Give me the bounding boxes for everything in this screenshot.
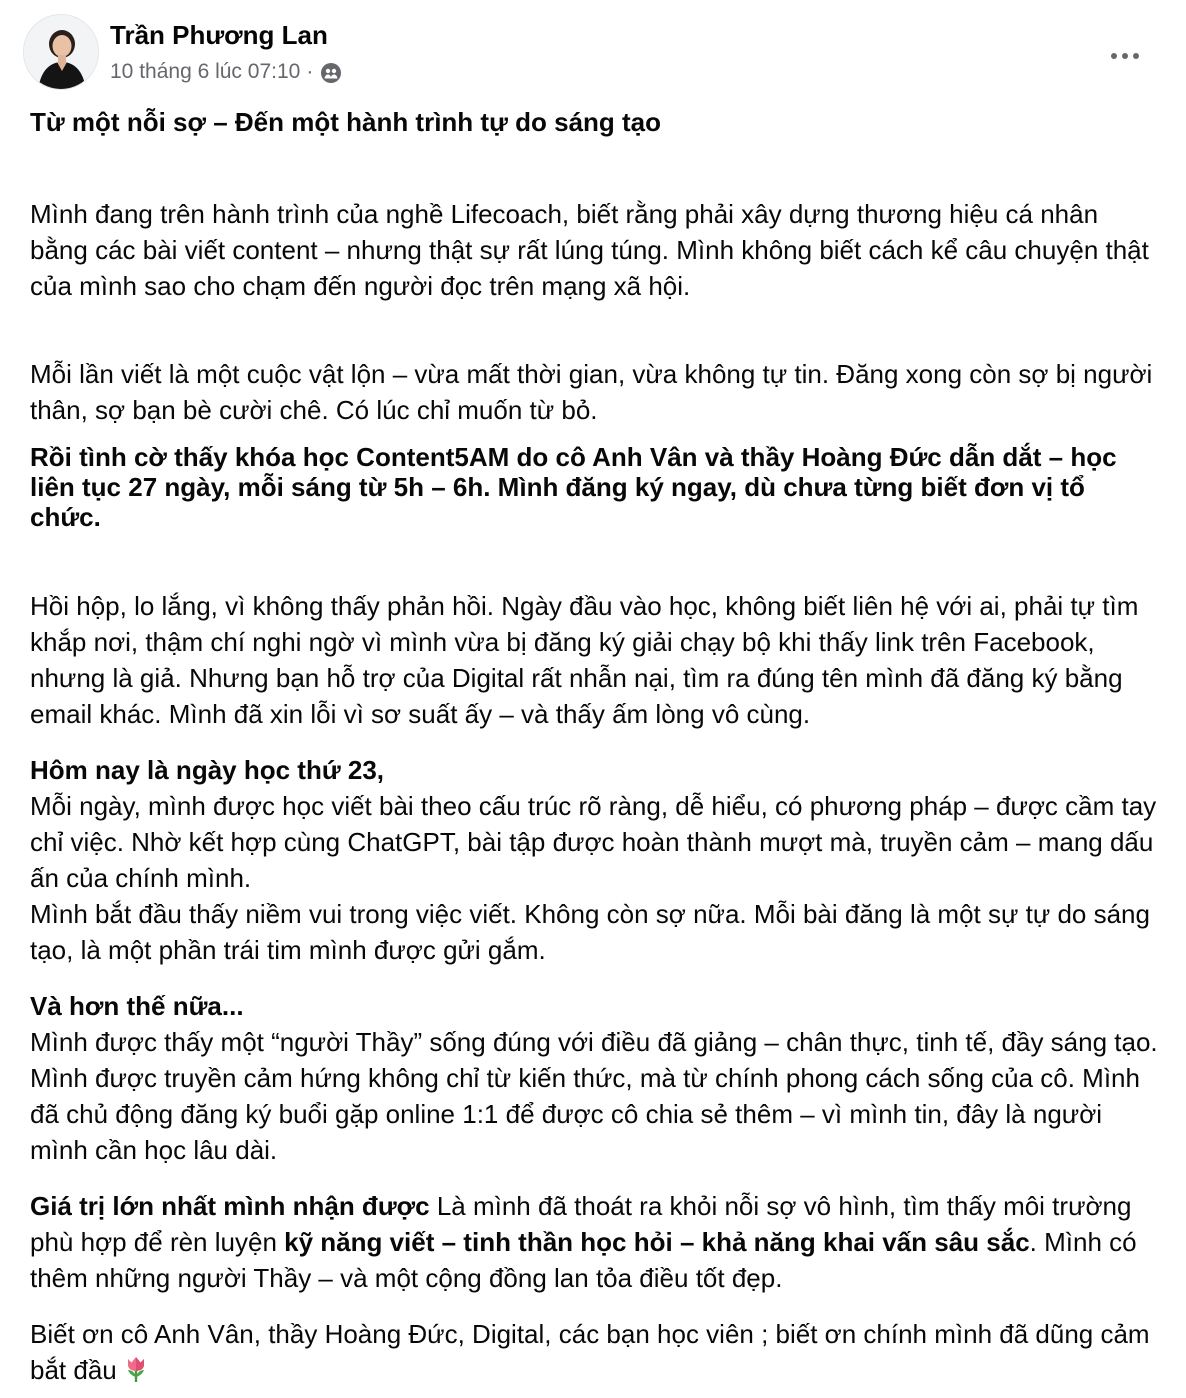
profile-photo <box>24 15 99 90</box>
post-meta <box>110 60 342 84</box>
post-content <box>30 102 1160 1388</box>
paragraph-2: Mỗi lần viết là một cuộc vật lộn – vừa mất thời gian, vừa không tự tin. Đăng xong còn sợ bị người thân, sợ bạn bè cười chê. Có lúc chỉ muốn từ bỏ. <box>30 359 1153 425</box>
more-options-button[interactable] <box>1105 36 1145 76</box>
paragraph-7 <box>30 1188 1160 1296</box>
paragraph-5-line-1: Mỗi ngày, mình được học viết bài theo cấu trúc rõ ràng, dễ hiểu, có phương pháp – được cầm tay chỉ việc. Nhờ kết hợp cùng ChatGPT, bài tập được hoàn thành mượt mà, truyền cảm – mang dấu ấn của chính mình. <box>30 791 1157 893</box>
paragraph-8 <box>30 1316 1160 1388</box>
more-horizontal-icon <box>1122 53 1128 59</box>
paragraph-7-bold-2: kỹ năng viết – tinh thần học hỏi – khả năng khai vấn sâu sắc <box>284 1227 1030 1257</box>
meta-separator: · <box>306 60 314 83</box>
avatar[interactable] <box>23 14 99 90</box>
paragraph-8-text: Biết ơn cô Anh Vân, thầy Hoàng Đức, Digital, các bạn học viên ; biết ơn chính mình đã dũng cảm bắt đầu <box>30 1319 1150 1385</box>
paragraph-7-text-1: Là mình đã thoát ra khỏi nỗi sợ vô hình, tìm thấy môi trường phù hợp để rèn luyện <box>30 1191 1132 1257</box>
paragraph-1: Mình đang trên hành trình của nghề Lifecoach, biết rằng phải xây dựng thương hiệu cá nhân bằng các bài viết content – nhưng thật sự rất lúng túng. Mình không biết cách kể câu chuyện thật của mình sao cho chạm đến người đọc trên mạng xã hội. <box>30 199 1149 301</box>
author-name[interactable]: Trần Phương Lan <box>110 20 328 50</box>
more-horizontal-icon <box>1133 53 1139 59</box>
paragraph-5-line-2: Mình bắt đầu thấy niềm vui trong việc viết. Không còn sợ nữa. Mỗi bài đăng là một sự tự do sáng tạo, là một phần trái tim mình được gửi gắm. <box>30 899 1150 965</box>
paragraph-6-text: Mình được thấy một “người Thầy” sống đúng với điều đã giảng – chân thực, tinh tế, đầy sáng tạo. Mình được truyền cảm hứng không chỉ từ kiến thức, mà từ chính phong cách sống của cô. Mình đã chủ động đăng ký buổi gặp online 1:1 để được cô chia sẻ thêm – vì mình tin, đây là người mình cần học lâu dài. <box>30 1027 1158 1165</box>
more-horizontal-icon <box>1111 53 1117 59</box>
paragraph-7-text-2: . Mình có thêm những người Thầy – và một cộng đồng lan tỏa điều tốt đẹp. <box>30 1227 1137 1293</box>
tulip-icon <box>123 1355 149 1383</box>
paragraph-3: Rồi tình cờ thấy khóa học Content5AM do cô Anh Vân và thầy Hoàng Đức dẫn dắt – học liên tục 27 ngày, mỗi sáng từ 5h – 6h. Mình đăng ký ngay, dù chưa từng biết đơn vị tổ chức. <box>30 442 1117 532</box>
post-timestamp[interactable]: 10 tháng 6 lúc 07:10 <box>110 60 301 83</box>
paragraph-5-heading: Hôm nay là ngày học thứ 23, <box>30 755 385 785</box>
post-header <box>23 14 1163 94</box>
friends-icon[interactable] <box>320 62 342 84</box>
paragraph-6-heading: Và hơn thế nữa... <box>30 991 244 1021</box>
paragraph-7-bold-1: Giá trị lớn nhất mình nhận được <box>30 1191 430 1221</box>
paragraph-4: Hồi hộp, lo lắng, vì không thấy phản hồi. Ngày đầu vào học, không biết liên hệ với ai, phải tự tìm khắp nơi, thậm chí nghi ngờ vì mình vừa bị đăng ký giải chạy bộ khi thấy link trên Facebook, nhưng là giả. Nhưng bạn hỗ trợ của Digital rất nhẫn nại, tìm ra đúng tên mình đã đăng ký bằng email khác. Mình đã xin lỗi vì sơ suất ấy – và thấy ấm lòng vô cùng. <box>30 591 1139 729</box>
post-title: Từ một nỗi sợ – Đến một hành trình tự do sáng tạo <box>30 107 662 137</box>
